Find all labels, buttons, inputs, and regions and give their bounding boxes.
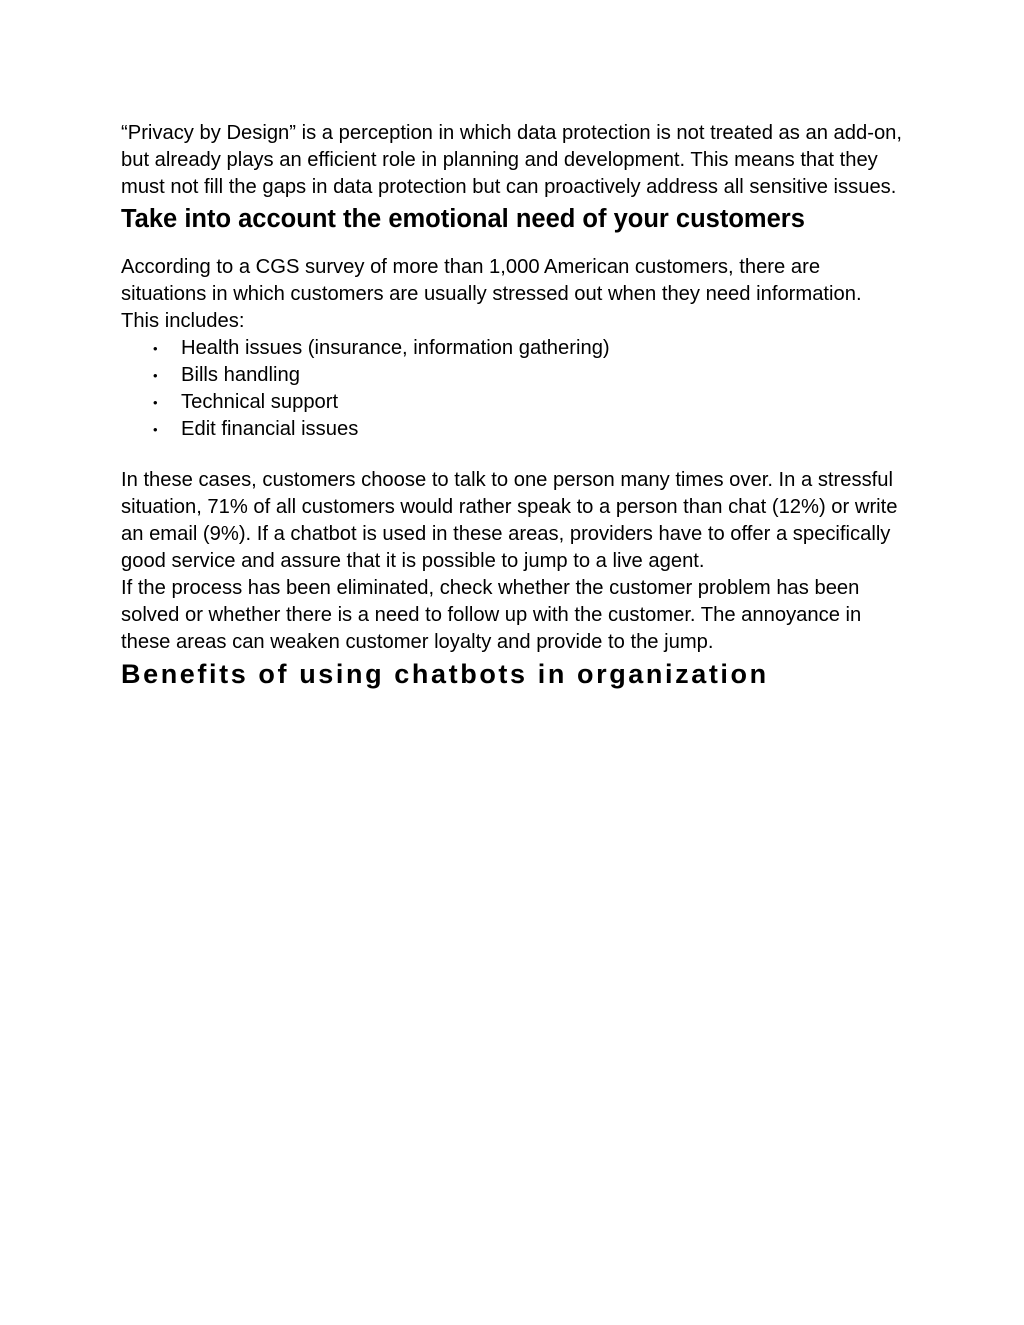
bullet-icon: • (153, 395, 158, 410)
stress-situations-list (121, 335, 903, 443)
survey-paragraph: According to a CGS survey of more than 1,000 American customers, there are situations in which customers are usually stressed out when they need information. This includes: (121, 256, 862, 332)
list-item (121, 362, 903, 389)
list-item-label: Edit financial issues (181, 418, 359, 440)
list-item-label: Technical support (181, 391, 339, 413)
list-item-label: Health issues (insurance, information gathering) (181, 337, 610, 359)
bullet-icon: • (153, 341, 158, 356)
stress-paragraph: In these cases, customers choose to talk to one person many times over. In a stressful situation, 71% of all customers would rather speak to a person than chat (12%) or write an email (9%). If a chatbot is used in these areas, providers have to offer a specifically good service and assure that it is possible to jump to a live agent. (121, 469, 898, 572)
list-item (121, 416, 903, 443)
document-page (121, 120, 903, 692)
heading-emotional-need: Take into account the emotional need of your customers (121, 205, 805, 233)
bullet-icon: • (153, 368, 158, 383)
process-paragraph: If the process has been eliminated, check whether the customer problem has been solved or whether there is a need to follow up with the customer. The annoyance in these areas can weaken customer loyalty and provide to the jump. (121, 577, 862, 653)
list-item (121, 389, 903, 416)
list-item (121, 335, 903, 362)
intro-paragraph: “Privacy by Design” is a perception in which data protection is not treated as an add-on, but already plays an efficient role in planning and development. This means that they must not fill the gaps in data protection but can proactively address all sensitive issues. (121, 122, 903, 198)
heading-benefits: Benefits of using chatbots in organization (121, 659, 769, 689)
list-item-label: Bills handling (181, 364, 300, 386)
bullet-icon: • (153, 422, 158, 437)
